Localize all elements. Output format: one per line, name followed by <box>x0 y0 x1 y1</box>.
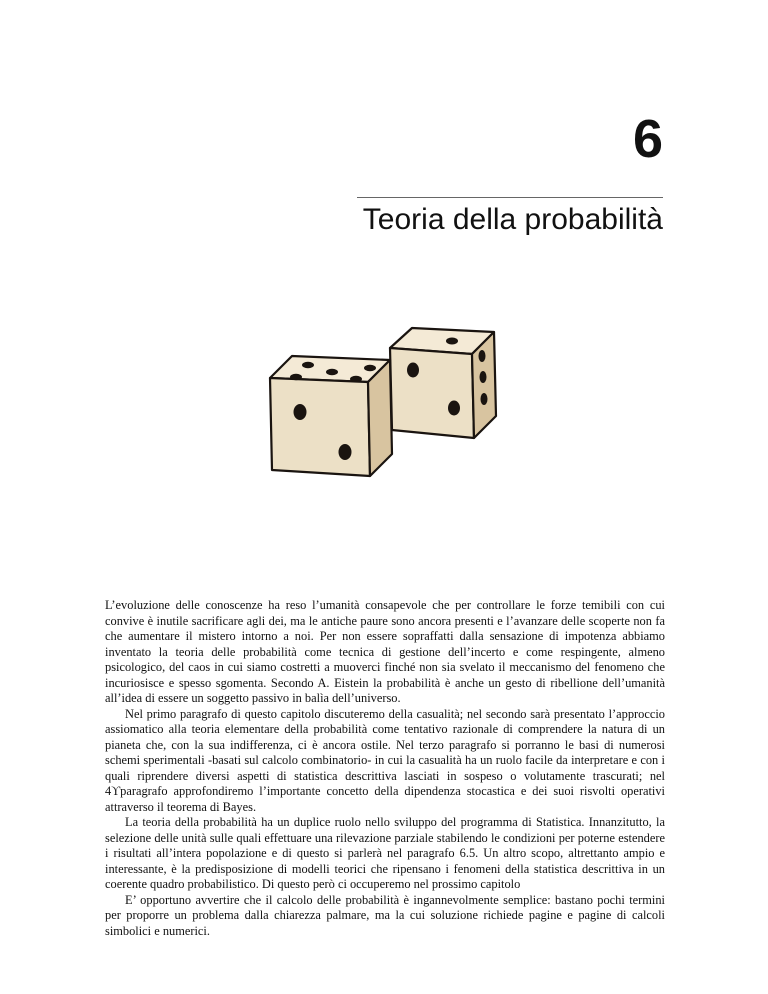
paragraph: L’evoluzione delle conoscenze ha reso l’umanità consapevole che per controllare le forze temibili con cui convive è inutile sacrificare agli dei, ma le antiche paure sono ancora presenti e l’avanzare delle scoperte non fa che aumentare il mistero intorno a noi. Per non essere sopraffatti dalla sensazione di impotenza abbiamo inventato la teoria delle probabilità come tecnica di gestione dell’incerto e come respingente, almeno psicologico, del caos in cui siamo costretti a muoverci finché non sia svelato il meccanismo del fenomeno che incuriosisce e spesso sgomenta. Secondo A. Eistein la probabilità è anche un gesto di ribellione dell’umanità all’idea di essere un soggetto passivo in balìa dell’universo. <box>105 598 665 705</box>
title-rule <box>357 197 663 198</box>
paragraph: La teoria della probabilità ha un duplice ruolo nello sviluppo del programma di Statistica. Innanzitutto, la selezione delle unità sulle quali effettuare una rilevazione parziale stabilendo le condizioni per poterne estendere i risultati all’intera popolazione e di questo si parlerà nel paragrafo 6.5. Un altro scopo, altrettanto ampio e interessante, è la predisposizione di modelli teorici che ripensano i fenomeni della statistica descrittiva in un coerente quadro probabilistico. Di questo però ci occuperemo nel prossimo capitolo <box>105 815 665 891</box>
chapter-number: 6 <box>632 109 663 169</box>
intro-text <box>105 598 665 939</box>
die-right <box>390 328 496 438</box>
paragraph: Nel primo paragrafo di questo capitolo discuteremo della casualità; nel secondo sarà presentato l’approccio assiomatico alla teoria elementare della probabilità come tentativo razionale di comprendere la natura di un pianeta che, con la sua indifferenza, ci è ancora ostile. Nel terzo paragrafo si porranno le basi di numerosi schemi sperimentali -basati sul calcolo combinatorio- in cui la casualità ha un ruolo facile da interpretare e con i quali riprendere diversi aspetti di statistica descrittiva lasciati in sospeso o volutamente trascurati; nel 4ϒparagrafo approfondiremo l’importante concetto della dipendenza stocastica e dei suoi risvolti operativi attraverso il teorema di Bayes. <box>105 706 665 814</box>
dice-illustration <box>262 320 512 480</box>
chapter-title: Teoria della probabilità <box>362 203 663 236</box>
die-left <box>270 356 392 476</box>
paragraph: E’ opportuno avvertire che il calcolo delle probabilità è ingannevolmente semplice: bastano pochi termini per proporre un problema dalla chiarezza palmare, ma la cui soluzione richiede pagine e pagine di calcoli simbolici e numerici. <box>105 892 665 938</box>
